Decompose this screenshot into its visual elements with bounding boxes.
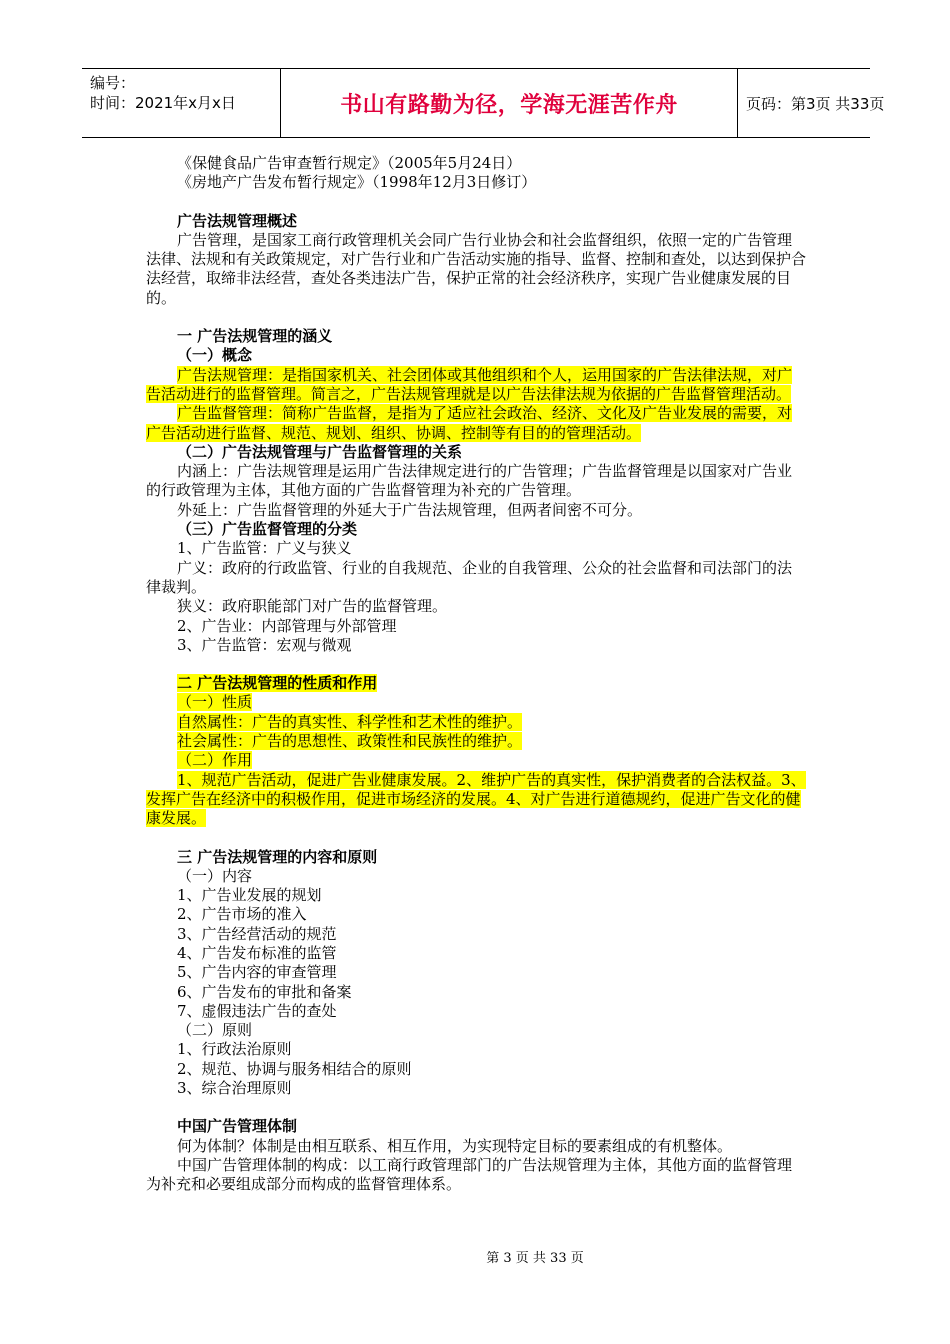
list-item: 1、广告监管：广义与狭义 — [177, 539, 352, 558]
header-page-cell — [738, 69, 885, 137]
highlighted-paragraph: 广告法规管理：是指国家机关、社会团体或其他组织和个人，运用国家的广告法律法规，对广告活动进行的监督管理。简言之，广告法规管理就是以广告法律法规为依据的广告监督管理活动。 — [146, 365, 793, 403]
section-3-title: 三 广告法规管理的内容和原则 — [177, 847, 378, 866]
time-label: 时间：2021年x月x日 — [90, 94, 236, 112]
page-header — [82, 68, 885, 138]
header-meta — [82, 69, 281, 137]
document-body — [146, 154, 806, 1195]
subsection-title: （三）广告监督管理的分类 — [177, 520, 358, 539]
page-code: 页码：第3页 共33页 — [746, 94, 885, 113]
list-item: 3、广告监管：宏观与微观 — [177, 635, 352, 654]
subsection-title: （二）原则 — [177, 1021, 253, 1040]
subsection-title: （一）概念 — [177, 346, 253, 365]
list-item: 1、行政法治原则 — [177, 1040, 292, 1059]
paragraph: 广告管理，是国家工商行政管理机关会同广告行业协会和社会监督组织，依照一定的广告管理法律、法规和有关政策规定，对广告行业和广告活动实施的指导、监督、控制和查处，以达到保护合法经营，取缔非法经营，查处各类违法广告，保护正常的社会经济秩序，实现广告业健康发展的目的。 — [146, 230, 807, 307]
list-item: 2、规范、协调与服务相结合的原则 — [177, 1059, 412, 1078]
highlighted-paragraph: 广告监督管理：简称广告监督，是指为了适应社会政治、经济、文化及广告业发展的需要，对广告活动进行监督、规范、规划、组织、协调、控制等有目的的管理活动。 — [146, 404, 793, 442]
section-4-title: 中国广告管理体制 — [177, 1117, 298, 1136]
list-item: 4、广告发布标准的监管 — [177, 943, 337, 962]
list-item: 3、广告经营活动的规范 — [177, 924, 337, 943]
subsection-title: （二）广告法规管理与广告监督管理的关系 — [177, 442, 463, 461]
list-item: 2、广告业：内部管理与外部管理 — [177, 616, 397, 635]
content-list — [146, 886, 806, 1021]
section-2-title: 二 广告法规管理的性质和作用 — [177, 674, 378, 693]
list-item: 3、综合治理原则 — [177, 1079, 292, 1098]
paragraph: 外延上：广告监督管理的外延大于广告法规管理，但两者间密不可分。 — [177, 500, 643, 519]
reference-2: 《房地产广告发布暂行规定》（1998年12月3日修订） — [177, 173, 537, 192]
number-label: 编号： — [90, 74, 136, 92]
list-item: 狭义：政府职能部门对广告的监督管理。 — [177, 597, 448, 616]
paragraph: 内涵上：广告法规管理是运用广告法律规定进行的广告管理；广告监督管理是以国家对广告业的行政管理为主体，其他方面的广告监督管理为补充的广告管理。 — [146, 462, 793, 500]
subsection-title: （一）性质 — [177, 693, 253, 712]
motto: 书山有路勤为径，学海无涯苦作舟 — [340, 92, 678, 118]
paragraph: 何为体制？体制是由相互联系、相互作用，为实现特定目标的要素组成的有机整体。 — [177, 1136, 733, 1155]
highlighted-paragraph: 1、规范广告活动，促进广告业健康发展。2、维护广告的真实性，保护消费者的合法权益。3、发挥广告在经济中的积极作用，促进市场经济的发展。4、对广告进行道德规约，促进广告文化的健康发展。 — [146, 770, 806, 828]
highlighted-list-item: 社会属性：广告的思想性、政策性和民族性的维护。 — [177, 732, 523, 751]
subsection-title: （二）作用 — [177, 751, 253, 770]
highlighted-list-item: 自然属性：广告的真实性、科学性和艺术性的维护。 — [177, 712, 523, 731]
paragraph: 广义：政府的行政监管、行业的自我规范、企业的自我管理、公众的社会监督和司法部门的法律裁判。 — [146, 558, 793, 596]
paragraph: 中国广告管理体制的构成：以工商行政管理部门的广告法规管理为主体，其他方面的监督管理为补充和必要组成部分而构成的监督管理体系。 — [146, 1155, 793, 1194]
list-item: 7、虚假违法广告的查处 — [177, 1001, 337, 1020]
footer-page-number: 第 3 页 共 33 页 — [486, 1251, 584, 1266]
subsection-title: （一）内容 — [177, 866, 253, 885]
list-item: 5、广告内容的审查管理 — [177, 963, 337, 982]
section-overview-title: 广告法规管理概述 — [177, 211, 298, 230]
page-footer — [0, 1247, 950, 1266]
section-1-title: 一 广告法规管理的涵义 — [177, 327, 333, 346]
principles-list — [146, 1040, 806, 1098]
header-motto-cell — [281, 69, 738, 137]
list-item: 1、广告业发展的规划 — [177, 886, 322, 905]
reference-1: 《保健食品广告审查暂行规定》（2005年5月24日） — [177, 154, 522, 172]
list-item: 6、广告发布的审批和备案 — [177, 982, 352, 1001]
list-item: 2、广告市场的准入 — [177, 905, 307, 924]
